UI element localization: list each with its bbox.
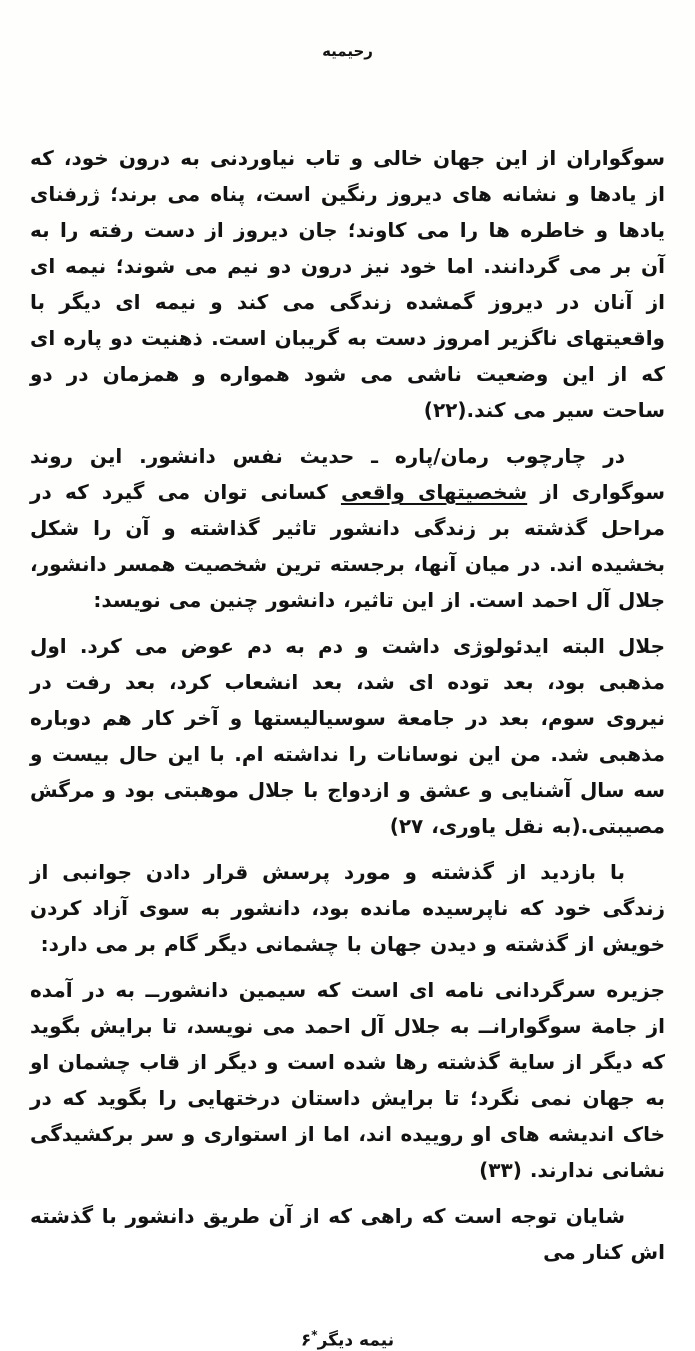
article-body (30, 140, 665, 1270)
paragraph-revisiting-past: با بازدید از گذشته و مورد پرسش قرار دادن جوانبی از زندگی خود که ناپرسیده مانده بود، دانشور به سوی آزاد کردن خویش از گذشته و دیدن جهان با چشمانی دیگر گام بر می دارد: (30, 860, 665, 956)
quote-jalal-ideology: جلال البته ایدئولوژی داشت و دم به دم عوض می کرد. اول مذهبی بود، بعد توده ای شد، بعد انشعاب کرد، بعد رفت در نیروی سوم، بعد در جامعة سوسیالیستها و آخر کار هم دوباره مذهبی شد. من این نوسانات را نداشته ام. با این حال بیست و سه سال آشنایی و عشق و ازدواج با جلال موهبتی بود و مرگش مصیبتی.(به نقل یاوری، ۲۷) (30, 634, 665, 838)
framework-emphasis-phrase: حدیث نفس دانشور (146, 444, 355, 468)
footer-issue-number: ۶ (300, 1330, 312, 1351)
paragraph-noteworthy-closing: شایان توجه است که راهی که از آن طریق دانشور با گذشته اش کنار می (30, 1204, 665, 1264)
framework-underlined-phrase: شخصیتهای واقعی (340, 480, 528, 504)
footer-footnote-asterisk: * (311, 1328, 318, 1342)
paragraph-mourners-quote: سوگواران از این جهان خالی و تاب نیاوردنی به درون خود، که از یادها و نشانه های دیروز رنگین است، پناه می برند؛ ژرفنای یادها و خاطره ها را می کاوند؛ جان دیروز از دست رفته را به آن بر می گردانند. اما خود نیز درون دو نیم می شوند؛ نیمه ای از آنان در دیروز گمشده زندگی می کند و نیمه ای دیگر با واقعیتهای ناگزیر امروز دست به گریبان است. ذهنیت دو پاره ای که از این وضعیت ناشی می شود همواره و همزمان در دو ساحت سیر می کند.(۲۲) (30, 146, 665, 422)
page-header-author-name: رحیمیه (322, 42, 373, 60)
framework-text-mid: . این روند سوگواری از (30, 444, 665, 504)
page-footer (30, 1325, 665, 1351)
framework-text-end: کسانی توان می گیرد که در مراحل گذشته بر زندگی دانشور تاثیر گذاشته و آن را شکل بخشیده اند. در میان آنها، برجسته ترین شخصیت همسر دانشور، جلال آل احمد است. از این تاثیر، دانشور چنین می نویسد: (30, 480, 665, 612)
footer-journal-title: نیمه دیگر (317, 1330, 395, 1351)
paragraph-novel-framework (30, 438, 665, 618)
quote-island-of-bewilderment-letter: جزیره سرگردانی نامه ای است که سیمین دانشورــ به در آمده از جامة سوگوارانــ به جلال آل احمد می نویسد، تا برایش بگوید که دیگر از سایة گذشته رها شده است و دیگر از قاب چشمان او به جهان نمی نگرد؛ تا برایش داستان درختهایی را بگوید که در خاک اندیشه های او روییده اند، اما از استواری و سر برکشیدگی نشانی ندارند. (۳۳) (30, 978, 665, 1182)
framework-text-start: در چارچوب رمان/پاره ـ (354, 444, 625, 468)
